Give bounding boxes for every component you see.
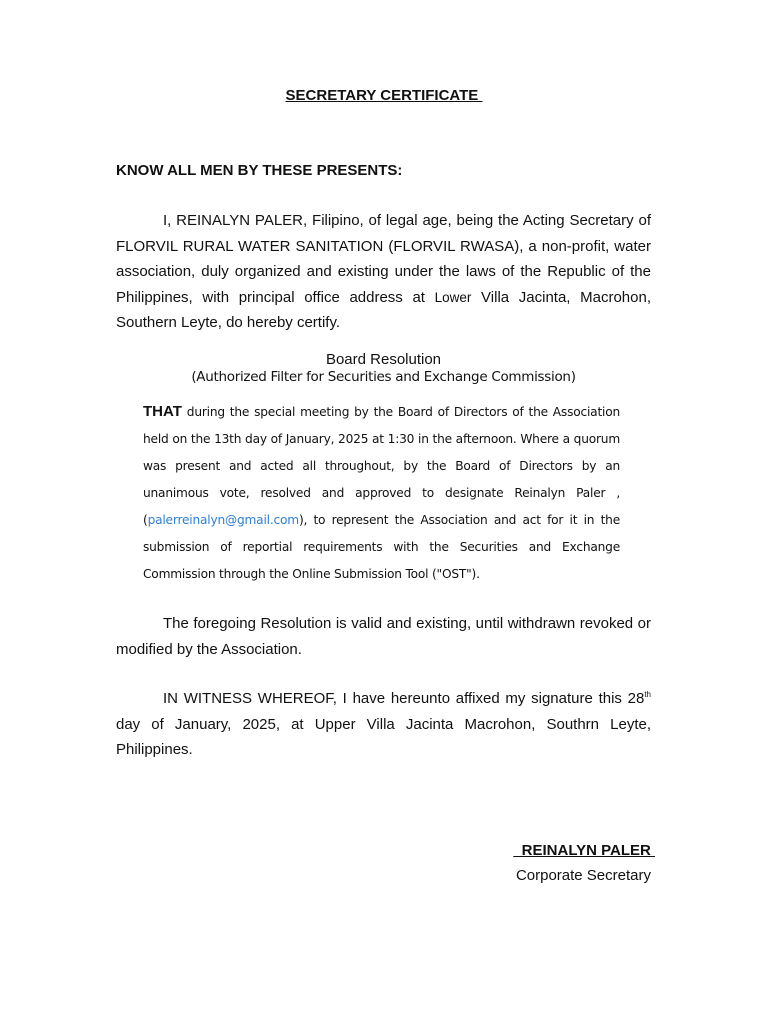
day-suffix: th xyxy=(644,690,651,699)
resolution-text: during the special meeting by the Board of Directors of the Association held on the 13th day of January, 2025 at 1:30 in the afternoon. Where a quorum was present and acted all throughout, by the Board of Directors by an unanimous vote, resolved and approved to designate Reinalyn Paler ,( xyxy=(143,405,620,527)
board-resolution-subtitle: (Authorized Filter for Securities and Exchange Commission) xyxy=(191,369,576,385)
address-word-lower: Lower xyxy=(434,289,472,305)
certification-text: I, REINALYN PALER, Filipino, of legal age, being the Acting Secretary of FLORVIL RURAL WATER SANITATION (FLORVIL RWASA), a non-profit, water association, duly organized and existing under the laws of the Republic of the Philippines, with principal office address at xyxy=(116,212,651,306)
signatory-name: REINALYN PALER xyxy=(513,842,655,859)
resolution-that: THAT xyxy=(143,403,182,420)
resolution-text-end: ), to represent the Association and act for it in the submission of reportial requirements with the Securities and Exchange Commission through the Online Submission Tool ("OST"). xyxy=(143,513,620,581)
witness-text: IN WITNESS WHEREOF, I have hereunto affixed my signature this 28 xyxy=(163,690,645,707)
know-all-heading: KNOW ALL MEN BY THESE PRESENTS: xyxy=(116,162,403,179)
certification-paragraph xyxy=(116,208,651,336)
board-resolution-title: Board Resolution xyxy=(325,351,442,368)
validity-paragraph: The foregoing Resolution is valid and existing, until withdrawn revoked or modified by the Association. xyxy=(116,615,651,658)
resolution-paragraph xyxy=(143,398,620,588)
witness-paragraph xyxy=(116,686,651,763)
certification-text-end: Villa Jacinta, Macrohon, Southern Leyte, do hereby certify. xyxy=(116,288,651,331)
witness-text-end: day of January, 2025, at Upper Villa Jacinta Macrohon, Southrn Leyte, Philippines. xyxy=(116,715,651,758)
email-link[interactable]: palerreinalyn@gmail.com xyxy=(147,513,299,527)
signatory-title: Corporate Secretary xyxy=(515,867,651,884)
document-title: SECRETARY CERTIFICATE xyxy=(285,87,483,104)
